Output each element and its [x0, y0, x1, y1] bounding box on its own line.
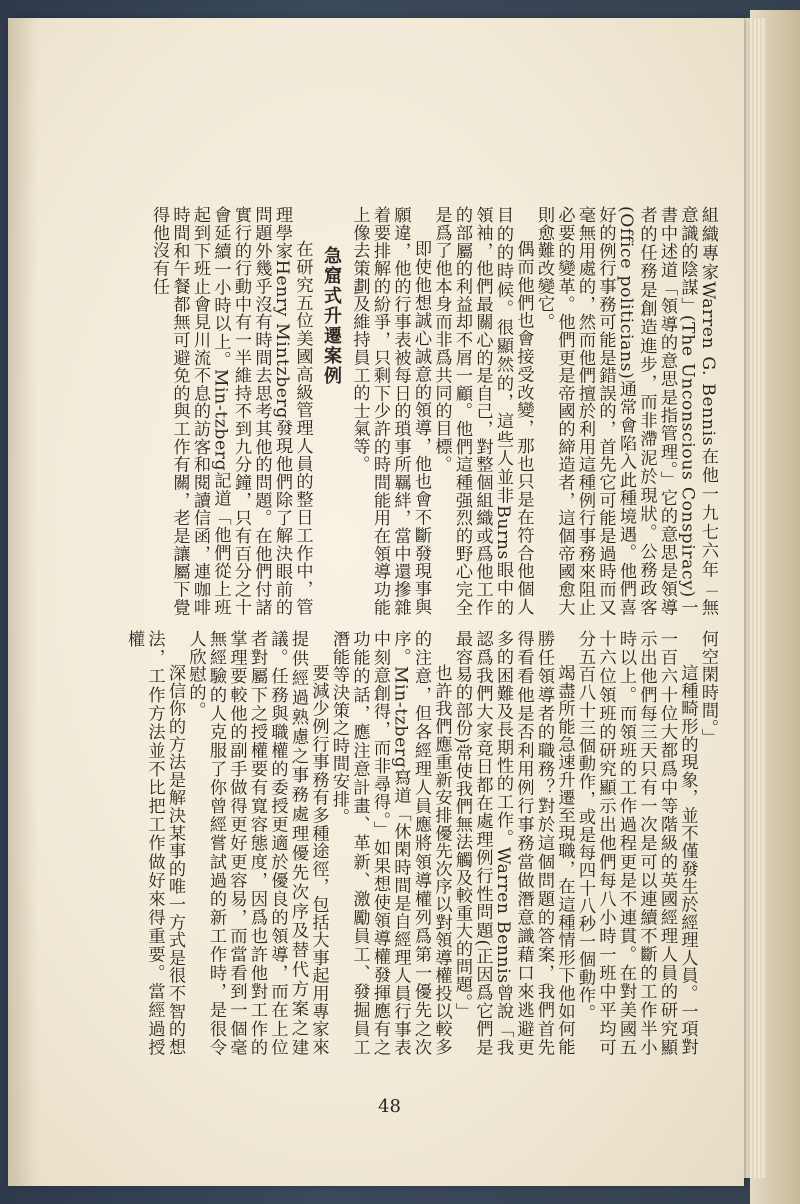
- paragraph: 竭盡所能急速升遷至現職，在這種情形下他如何能勝任領導者的職務？對於這個問題的答案，我們首先得看看他是否利用例行事務當做潛意識藉口來逃避更多的困難及長期性的工作。Warren Bennis曾說「我認爲我們大家竟日都在處理例行性問題(正因爲它們是最容易的部份)常使我們無法觸及較重大的問題。」: [452, 630, 575, 1056]
- page-number: 48: [378, 1096, 401, 1117]
- paragraph: 偶而他們也會接受改變，那也只是在符合他個人目的的時候。很顯然的，這些人並非Burns眼中的領袖，他們最關心的是自己，對整個組織或爲他工作的部屬的利益却不屑一顧。他們這種强烈的野心完全是爲了他本身而非爲共同的目標。: [431, 206, 534, 616]
- lower-text-column: [68, 630, 718, 1056]
- upper-text-column: [68, 206, 718, 616]
- text-area: [68, 206, 718, 1056]
- paragraph: 深信你的方法是解決某事的唯一方式是很不智的想法，工作方法並不比把工作做好來得重要。當經過授權: [124, 630, 185, 1056]
- book-page: [8, 18, 744, 1186]
- spine-shadow: [8, 18, 38, 1186]
- paragraph: 要減少例行事務有多種途徑，包括大事起用專家來提供經過熟慮之事務處理優先次序及替代方案之建議。任務與職權的委授更適於優良的領導，而在上位者對屬下之授權要有寬容態度，因爲也許他對工作的掌理要較他的副手做得更好更容易，而當看到一個毫無經驗的人克服了你曾經嘗試過的新工作時，是很令人欣慰的。: [185, 630, 329, 1056]
- paragraph: 組織專家Warren G. Bennis在他一九七六年「無意識的陰謀」(The Unconscious Conspiracy)一書中述道「領導的意思是指管理。」它的意思是領導者的任務是創造進步，而非滯泥於現狀。公務政客(Office politicians)通常會陷入此種境遇。他們喜好的例行事務可能是錯誤的，首先它可能是過時而又毫無用處的，然而他們擅於利用這種例行事務來阻止必要的變革。他們更是帝國的締造者，這個帝國愈大則愈難改變它。: [534, 206, 718, 616]
- paragraph: 在研究五位美國高級管理人員的整日工作中，管理學家Henry Mintzberg發現他們除了解決眼前的問題外幾乎沒有時間去思考其他的問題。在他們付諸實行的行動中有一半維持不到九分鐘，只有百分之十會延續一小時以上。Min-tzberg記道「他們從上班起到下班止會見川流不息的訪客和閱讀信函，連咖啡時間和午餐都無可避免的與工作有關，老是讓屬下覺得他沒有任: [149, 206, 313, 616]
- paragraph: 即使他想誠心誠意的領導，他也會不斷發現事與願違，他的行事表被每日的瑣事所羈絆，當中還摻雜着要排解的紛爭，只剩下少許的時間能用在領導功能上像去策劃及維持員工的士氣等。: [349, 206, 431, 616]
- section-heading: 急窟式升遷案例: [321, 245, 342, 386]
- paragraph-continuation: 何空閑時間。」: [698, 630, 718, 746]
- paragraph: 這種畸形的現象，並不僅發生於經理人員。一項對一百六十位大都爲中等階級的英國經理人員的研究顯示出他們每三天只有一次是可以連續不斷的工作半小時以上。而領班的工作過程更是不連貫。在對美國五十六位領班的研究顯示出他們每八小時一班中平均可分五百八十三個動作，或是每四十八秒一個動作。: [575, 630, 698, 1056]
- paragraph: 也許我們應重新安排優先次序以對領導權投以較多的注意，但各經理人員應將領導權列爲第一優先之次序。Min-tzberg寫道「休閑時間是自經理人員行事表中刻意創得，而非尋得。」如果想使領導權發揮應有之功能的話，應注意計畫、革新、激勵員工、發掘員工潛能等決策之時間安排。: [329, 630, 452, 1056]
